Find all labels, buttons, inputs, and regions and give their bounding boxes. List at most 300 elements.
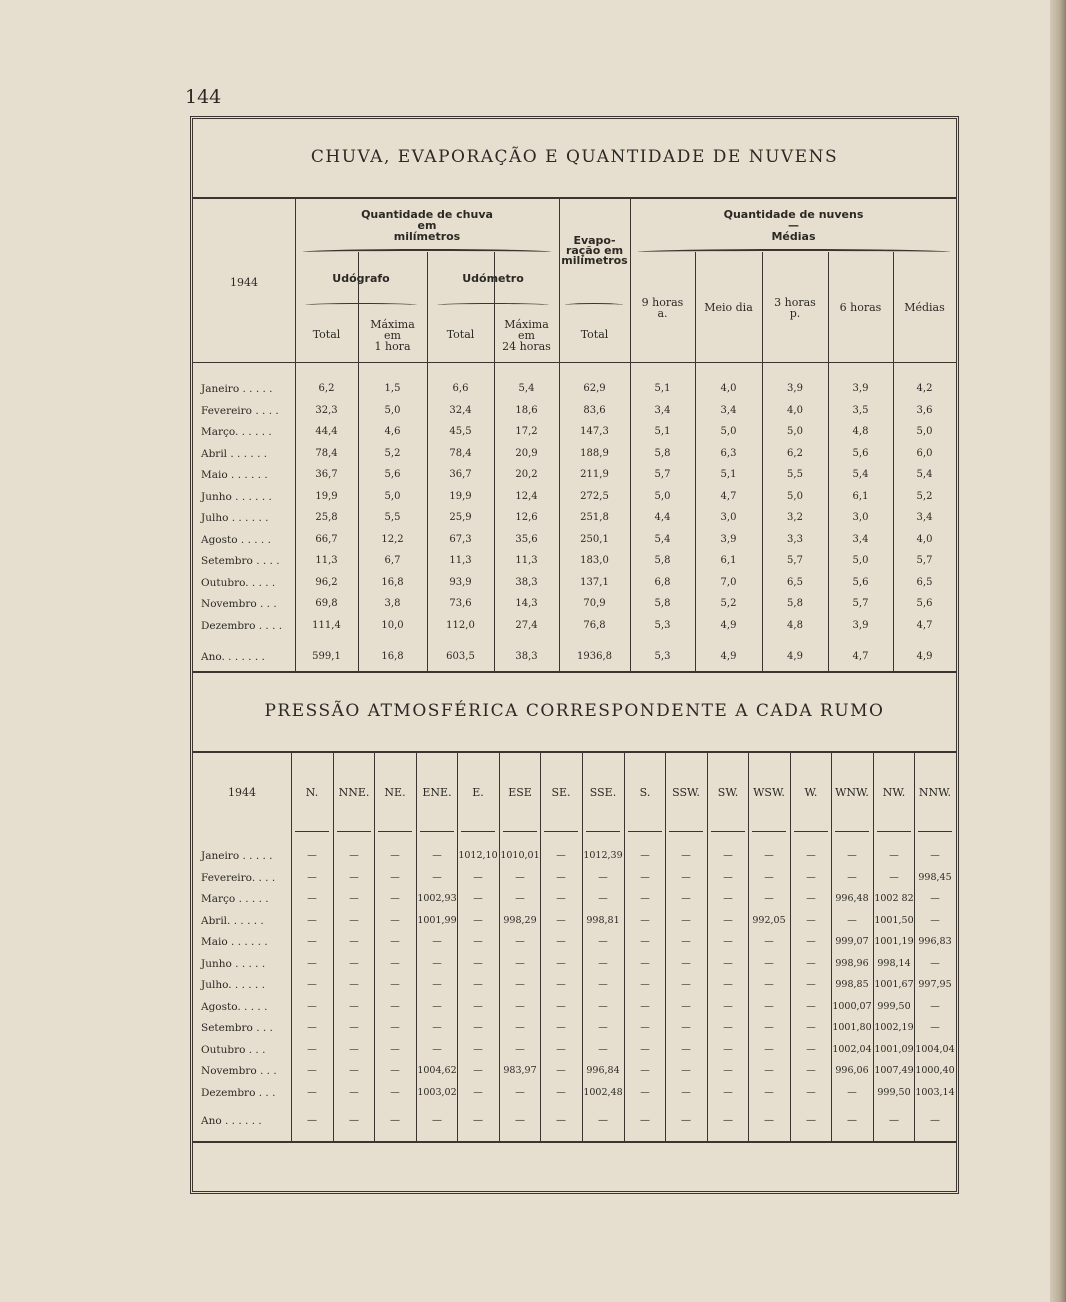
table2-cell: — bbox=[640, 1086, 650, 1098]
table2-cell: — bbox=[307, 936, 317, 947]
table1-rain-brace bbox=[303, 249, 551, 255]
table2-cell: — bbox=[515, 979, 525, 990]
table2-row-label: Outubro . . . bbox=[201, 1043, 266, 1056]
table2-cell: 996,06 bbox=[835, 1065, 869, 1076]
table1-cell: 5,2 bbox=[384, 447, 401, 459]
table2-cell: — bbox=[556, 1000, 566, 1012]
table2-cell: 1003,14 bbox=[915, 1086, 955, 1098]
table1-total-cell: 4,7 bbox=[852, 651, 869, 662]
table1-cell: 3,6 bbox=[916, 404, 933, 416]
table2-cell: — bbox=[598, 893, 608, 904]
table2-cell: — bbox=[307, 1022, 317, 1033]
table2-header-underline bbox=[628, 831, 662, 832]
table1-cell: 4,7 bbox=[916, 619, 933, 631]
table1-column-header: p. bbox=[789, 307, 801, 320]
table2-cell: 996,83 bbox=[918, 936, 952, 947]
table2-cell: 1002 82 bbox=[874, 893, 914, 904]
table2-cell: — bbox=[806, 893, 816, 904]
table2-header-underline bbox=[378, 831, 412, 832]
table1-row-label: Novembro . . . bbox=[201, 598, 277, 610]
table2-cell: — bbox=[764, 1022, 774, 1033]
table1-cell: 32,3 bbox=[315, 404, 338, 416]
table2-cell: — bbox=[390, 957, 400, 969]
table1-cell: 20,2 bbox=[515, 469, 538, 480]
table2-cell: — bbox=[515, 936, 525, 947]
table2-cell: — bbox=[806, 1086, 816, 1098]
table1-cell: 1,5 bbox=[384, 383, 401, 394]
table2-header-underline bbox=[835, 831, 869, 832]
table1-cell: 45,5 bbox=[449, 426, 472, 437]
table2-cell: 998,85 bbox=[835, 979, 869, 990]
table2-cell: — bbox=[515, 871, 525, 883]
table2-cell: — bbox=[806, 914, 816, 926]
table2-cell: — bbox=[473, 871, 483, 883]
table2-cell: — bbox=[307, 1000, 317, 1012]
table2-cell: 1002,19 bbox=[874, 1022, 914, 1033]
table1-cell: 3,0 bbox=[720, 512, 737, 523]
table1-total-cell: 603,5 bbox=[446, 651, 475, 662]
table1-cell: 5,8 bbox=[654, 447, 671, 459]
table2-column-header: SSE. bbox=[589, 786, 617, 799]
table1-cell: 5,2 bbox=[720, 598, 737, 609]
table1-cell: 5,0 bbox=[654, 490, 671, 502]
table2-cell: — bbox=[640, 936, 650, 947]
table1-cell: 3,0 bbox=[852, 512, 869, 523]
table2-total-cell: — bbox=[556, 1115, 566, 1126]
table1-cell: 3,4 bbox=[654, 404, 671, 416]
table1-cell: 6,2 bbox=[787, 447, 803, 459]
table2-cell: — bbox=[764, 850, 774, 861]
table2-cell: — bbox=[681, 850, 691, 861]
table2-cell: — bbox=[806, 1065, 816, 1076]
table2-cell: 998,81 bbox=[586, 914, 620, 926]
table2-total-cell: — bbox=[806, 1115, 816, 1126]
table2-column-header: E. bbox=[472, 786, 484, 799]
table2-cell: 992,05 bbox=[752, 914, 786, 926]
table1-year: 1944 bbox=[230, 276, 258, 289]
table1-cell: 5,0 bbox=[384, 404, 401, 416]
table2-cell: — bbox=[806, 871, 816, 883]
table2-column-header: SW. bbox=[717, 786, 739, 799]
table2-cell: 1001,19 bbox=[874, 936, 914, 947]
table1-row-label: Abril . . . . . . bbox=[201, 447, 268, 460]
table2-cell: — bbox=[307, 893, 317, 904]
table2-row-label: Maio . . . . . . bbox=[201, 936, 268, 948]
table1-cell: 11,3 bbox=[315, 555, 338, 566]
table1-total-cell: 38,3 bbox=[515, 651, 538, 662]
table2-cell: — bbox=[723, 1065, 733, 1076]
table1-total-cell: 5,3 bbox=[654, 651, 671, 662]
table2-cell: — bbox=[349, 1000, 359, 1012]
table2-cell: — bbox=[681, 893, 691, 904]
table1-cell: 5,8 bbox=[787, 598, 803, 609]
table2-col-rule bbox=[831, 753, 832, 1141]
table2-cell: — bbox=[556, 871, 566, 883]
table1-cell: 3,4 bbox=[720, 404, 737, 416]
table1-cell: 5,6 bbox=[852, 576, 869, 588]
table1-row-label: Março. . . . . . bbox=[201, 426, 272, 438]
table2-header-underline bbox=[752, 831, 786, 832]
table2-cell: — bbox=[515, 1043, 525, 1055]
table2-cell: — bbox=[556, 1086, 566, 1098]
table2-cell: 1004,62 bbox=[417, 1065, 457, 1076]
table1-cell: 5,8 bbox=[654, 555, 671, 566]
table1-cell: 35,6 bbox=[515, 533, 538, 545]
table2-cell: — bbox=[307, 979, 317, 990]
table1-column-header: 9 horas bbox=[641, 296, 684, 309]
table1-total-cell: 4,9 bbox=[916, 651, 933, 662]
table2-header-underline bbox=[669, 831, 703, 832]
table2-cell: 998,45 bbox=[918, 871, 952, 883]
table2-cell: — bbox=[764, 1086, 774, 1098]
table1-cell: 4,4 bbox=[654, 512, 671, 523]
table1-rain-group-label: milímetros bbox=[393, 230, 461, 243]
table1-cell: 5,3 bbox=[654, 619, 671, 631]
table1-column-header: Total bbox=[312, 328, 341, 341]
table1-cell: 20,9 bbox=[515, 447, 538, 459]
table1-cell: 5,0 bbox=[384, 490, 401, 502]
table2-cell: — bbox=[432, 957, 442, 969]
table2-cell: — bbox=[598, 871, 608, 883]
table2-cell: — bbox=[556, 1043, 566, 1055]
table2-cell: — bbox=[390, 1086, 400, 1098]
table2-cell: 1012,10 bbox=[458, 850, 498, 861]
table1-cell: 211,9 bbox=[580, 469, 609, 480]
table1-row-label: Dezembro . . . . bbox=[201, 619, 283, 632]
table1-column-header: em bbox=[518, 329, 535, 342]
table1-cell: 188,9 bbox=[580, 447, 609, 459]
table2-cell: 999,07 bbox=[835, 936, 869, 947]
table1-cell: 5,7 bbox=[916, 555, 933, 566]
table2-cell: — bbox=[806, 957, 816, 969]
table2-bottom-rule bbox=[193, 1141, 956, 1143]
table2-cell: — bbox=[723, 914, 733, 926]
table2-cell: — bbox=[349, 936, 359, 947]
table1-row-label: Setembro . . . . bbox=[201, 555, 280, 567]
table1-evap-label: milímetros bbox=[561, 254, 628, 267]
table2-cell: — bbox=[764, 1043, 774, 1055]
table2-cell: — bbox=[349, 1086, 359, 1098]
table2-cell: — bbox=[681, 1043, 691, 1055]
table2-col-rule bbox=[291, 753, 292, 1141]
table2-total-cell: — bbox=[930, 1115, 940, 1126]
table2-cell: — bbox=[307, 957, 317, 969]
table2-cell: — bbox=[473, 1000, 483, 1012]
table1-row-label: Outubro. . . . . bbox=[201, 576, 276, 589]
table1-cell: 14,3 bbox=[515, 598, 538, 609]
table1-column-header: 1 hora bbox=[374, 340, 411, 353]
table2-cell: — bbox=[598, 957, 608, 969]
table1-total-cell: 16,8 bbox=[381, 651, 404, 662]
table1-cell: 5,1 bbox=[720, 469, 737, 480]
table1-cell: 6,0 bbox=[916, 447, 933, 459]
table2-cell: — bbox=[806, 979, 816, 990]
table2-header-underline bbox=[877, 831, 911, 832]
table2-cell: — bbox=[598, 1022, 608, 1033]
table2-cell: 998,14 bbox=[877, 957, 911, 969]
table2-cell: — bbox=[640, 850, 650, 861]
table2-cell: — bbox=[723, 1000, 733, 1012]
table2-total-cell: — bbox=[764, 1115, 774, 1126]
table2-top-rule bbox=[193, 751, 956, 753]
table1-cell: 5,5 bbox=[384, 512, 401, 523]
table2-cell: — bbox=[432, 1000, 442, 1012]
table2-cell: — bbox=[390, 871, 400, 883]
table2-col-rule bbox=[582, 753, 583, 1141]
table2-total-cell: — bbox=[723, 1115, 733, 1126]
table2-cell: — bbox=[723, 1086, 733, 1098]
table2-cell: — bbox=[806, 1000, 816, 1012]
table2-col-rule bbox=[790, 753, 791, 1141]
table2-cell: 1002,04 bbox=[832, 1043, 872, 1055]
table2-cell: — bbox=[432, 1022, 442, 1033]
table2-cell: — bbox=[930, 850, 940, 861]
table2-cell: — bbox=[640, 1000, 650, 1012]
table2-cell: — bbox=[473, 936, 483, 947]
table2-total-cell: — bbox=[847, 1115, 857, 1126]
table2-cell: — bbox=[681, 1022, 691, 1033]
table2-cell: — bbox=[390, 893, 400, 904]
table1-cell: 3,9 bbox=[720, 533, 737, 545]
table2-cell: 1001,50 bbox=[874, 914, 914, 926]
table1-cell: 19,9 bbox=[449, 490, 472, 502]
table1-column-header: a. bbox=[657, 307, 668, 320]
table2-cell: — bbox=[723, 936, 733, 947]
table1-cell: 73,6 bbox=[449, 598, 472, 609]
table2-cell: — bbox=[390, 979, 400, 990]
table2-cell: — bbox=[473, 914, 483, 926]
table1-cell: 36,7 bbox=[449, 469, 472, 480]
table2-cell: — bbox=[723, 979, 733, 990]
table2-cell: — bbox=[806, 850, 816, 861]
table1-cell: 4,8 bbox=[852, 426, 869, 437]
table2-cell: 1004,04 bbox=[915, 1043, 955, 1055]
table2-cell: — bbox=[515, 893, 525, 904]
table1-cell: 183,0 bbox=[580, 555, 609, 566]
table2-cell: — bbox=[515, 1022, 525, 1033]
table1-cell: 32,4 bbox=[449, 404, 472, 416]
table1-cell: 272,5 bbox=[580, 490, 609, 502]
table1-cell: 147,3 bbox=[580, 426, 609, 437]
table2-cell: — bbox=[432, 979, 442, 990]
table2-cell: 983,97 bbox=[503, 1065, 537, 1076]
table2-cell: — bbox=[473, 957, 483, 969]
table2-cell: — bbox=[681, 936, 691, 947]
table1-column-header: Meio dia bbox=[704, 301, 753, 314]
table1-cell: 5,4 bbox=[654, 533, 671, 545]
table2-cell: — bbox=[930, 957, 940, 969]
table2-total-cell: — bbox=[598, 1115, 608, 1126]
table2-row-label: Setembro . . . bbox=[201, 1022, 273, 1034]
table2-cell: 1001,80 bbox=[832, 1022, 872, 1033]
table1-column-header: 6 horas bbox=[839, 301, 882, 314]
table1-total-cell: 599,1 bbox=[312, 651, 341, 662]
table2-cell: — bbox=[847, 850, 857, 861]
table2-cell: — bbox=[307, 914, 317, 926]
table2-cell: — bbox=[930, 1022, 940, 1033]
table2-row-label: Abril. . . . . . bbox=[201, 914, 264, 927]
table2-cell: — bbox=[681, 914, 691, 926]
table1-clouds-brace bbox=[638, 249, 950, 255]
table2-col-rule bbox=[914, 753, 915, 1141]
table2-header-underline bbox=[544, 831, 578, 832]
table2-column-header: ESE bbox=[508, 786, 532, 799]
table2-cell: — bbox=[349, 1065, 359, 1076]
table1-cell: 5,7 bbox=[852, 598, 869, 609]
table1-cell: 76,8 bbox=[583, 619, 606, 631]
table1-cell: 5,8 bbox=[654, 598, 671, 609]
table1-row-label: Maio . . . . . . bbox=[201, 469, 268, 481]
table2-col-rule bbox=[457, 753, 458, 1141]
table1-cell: 5,1 bbox=[654, 383, 671, 394]
table1-cell: 44,4 bbox=[315, 426, 338, 437]
table2-column-header: SSW. bbox=[672, 786, 700, 799]
table2-col-rule bbox=[748, 753, 749, 1141]
table2-column-header: NW. bbox=[882, 786, 906, 799]
table1-row-label: Janeiro . . . . . bbox=[201, 383, 273, 395]
table1-row-label: Fevereiro . . . . bbox=[201, 404, 279, 417]
table1-cell: 5,0 bbox=[787, 490, 803, 502]
table1-cell: 6,7 bbox=[384, 555, 401, 566]
table2-cell: 1001,67 bbox=[874, 979, 914, 990]
table2-cell: — bbox=[473, 893, 483, 904]
table2-col-rule bbox=[416, 753, 417, 1141]
table2-column-header: NE. bbox=[384, 786, 406, 799]
table1-cell: 6,5 bbox=[787, 576, 803, 588]
table1-cell: 67,3 bbox=[449, 533, 472, 545]
table2-header-underline bbox=[461, 831, 495, 832]
table2-column-header: NNW. bbox=[918, 786, 952, 799]
table2-cell: — bbox=[349, 979, 359, 990]
table2-cell: — bbox=[515, 1086, 525, 1098]
table2-col-rule bbox=[873, 753, 874, 1141]
table1-udografo-label: Udógrafo bbox=[332, 272, 390, 285]
table2-title: PRESSÃO ATMOSFÉRICA CORRESPONDENTE A CADA RUMO bbox=[264, 701, 885, 721]
table2-cell: — bbox=[640, 1043, 650, 1055]
table1-cell: 3,9 bbox=[852, 383, 869, 394]
table1-cell: 6,5 bbox=[916, 576, 933, 588]
table1-cell: 27,4 bbox=[515, 619, 538, 631]
table2-total-cell: — bbox=[640, 1115, 650, 1126]
table1-cell: 5,2 bbox=[916, 490, 933, 502]
table2-cell: — bbox=[515, 1000, 525, 1012]
table1-cell: 11,3 bbox=[515, 555, 538, 566]
tables-frame bbox=[190, 116, 959, 1194]
table2-header-underline bbox=[586, 831, 620, 832]
table2-cell: — bbox=[432, 1043, 442, 1055]
table2-cell: — bbox=[889, 850, 899, 861]
table2-cell: — bbox=[556, 936, 566, 947]
table1-cell: 5,0 bbox=[852, 555, 869, 566]
table2-cell: — bbox=[349, 1043, 359, 1055]
table2-col-rule bbox=[499, 753, 500, 1141]
table1-cell: 5,7 bbox=[787, 555, 803, 566]
table1-cell: 3,8 bbox=[384, 598, 401, 609]
table1-cell: 3,5 bbox=[852, 404, 869, 416]
table1-cell: 7,0 bbox=[720, 576, 737, 588]
table2-cell: — bbox=[432, 871, 442, 883]
table2-column-header: ENE. bbox=[422, 786, 452, 799]
table2-cell: 1000,07 bbox=[832, 1000, 872, 1012]
table2-cell: — bbox=[764, 1000, 774, 1012]
table2-cell: 1000,40 bbox=[915, 1065, 955, 1076]
table2-cell: 1001,99 bbox=[417, 914, 457, 926]
table2-cell: — bbox=[723, 850, 733, 861]
table1-title: CHUVA, EVAPORAÇÃO E QUANTIDADE DE NUVENS bbox=[310, 147, 839, 167]
table2-cell: — bbox=[847, 871, 857, 883]
table1-cell: 83,6 bbox=[583, 404, 606, 416]
table2-col-rule bbox=[333, 753, 334, 1141]
table2-cell: — bbox=[556, 1065, 566, 1076]
table1-total-cell: 4,9 bbox=[720, 651, 737, 662]
table1-udometro-label: Udómetro bbox=[462, 272, 524, 285]
table2-cell: — bbox=[598, 979, 608, 990]
table1-clouds-group-label: Médias bbox=[771, 230, 816, 243]
table2-total-label: Ano . . . . . . bbox=[201, 1115, 262, 1127]
table2-cell: — bbox=[764, 893, 774, 904]
table2-cell: — bbox=[640, 957, 650, 969]
table1-cell: 4,0 bbox=[916, 533, 933, 545]
table1-cell: 16,8 bbox=[381, 576, 404, 588]
table2-header-underline bbox=[794, 831, 828, 832]
table2-cell: — bbox=[640, 893, 650, 904]
table2-cell: — bbox=[307, 850, 317, 861]
table1-cell: 36,7 bbox=[315, 469, 338, 480]
table2-cell: 997,95 bbox=[918, 979, 952, 990]
table1-cell: 5,4 bbox=[916, 469, 933, 480]
table2-cell: — bbox=[723, 957, 733, 969]
table2-cell: — bbox=[681, 979, 691, 990]
table2-cell: — bbox=[930, 893, 940, 904]
table1-cell: 25,9 bbox=[449, 512, 472, 523]
table1-row-label: Julho . . . . . . bbox=[201, 512, 269, 524]
table2-cell: — bbox=[681, 1086, 691, 1098]
table1-cell: 6,1 bbox=[720, 555, 737, 566]
table2-header-underline bbox=[337, 831, 371, 832]
table1-cell: 38,3 bbox=[515, 576, 538, 588]
table1-cell: 3,9 bbox=[787, 383, 803, 394]
table2-total-cell: — bbox=[307, 1115, 317, 1126]
table1-cell: 5,6 bbox=[852, 447, 869, 459]
table2-cell: — bbox=[473, 1043, 483, 1055]
table2-cell: — bbox=[473, 1022, 483, 1033]
table2-total-cell: — bbox=[515, 1115, 525, 1126]
table2-cell: — bbox=[390, 1000, 400, 1012]
table2-cell: — bbox=[473, 1086, 483, 1098]
table2-cell: — bbox=[390, 1065, 400, 1076]
table2-cell: 1010,01 bbox=[500, 850, 540, 861]
table2-cell: — bbox=[349, 957, 359, 969]
table1-cell: 11,3 bbox=[449, 555, 472, 566]
table2-cell: — bbox=[307, 1065, 317, 1076]
table1-row-label: Junho . . . . . . bbox=[201, 490, 272, 503]
table1-cell: 17,2 bbox=[515, 426, 538, 437]
table1-evap-brace bbox=[565, 303, 623, 307]
table1-cell: 69,8 bbox=[315, 598, 338, 609]
table2-row-label: Dezembro . . . bbox=[201, 1086, 276, 1099]
table2-cell: 1001,09 bbox=[874, 1043, 914, 1055]
table2-cell: — bbox=[432, 850, 442, 861]
table2-cell: 1012,39 bbox=[583, 850, 623, 861]
table1-column-header: Total bbox=[446, 328, 475, 341]
table1-cell: 66,7 bbox=[315, 533, 338, 545]
table1-column-header: 3 horas bbox=[774, 296, 816, 309]
table2-cell: — bbox=[806, 936, 816, 947]
table1-column-header: Máxima bbox=[370, 318, 415, 331]
table1-cell: 3,3 bbox=[787, 533, 803, 545]
table2-cell: — bbox=[515, 957, 525, 969]
table2-cell: 1002,48 bbox=[583, 1086, 623, 1098]
